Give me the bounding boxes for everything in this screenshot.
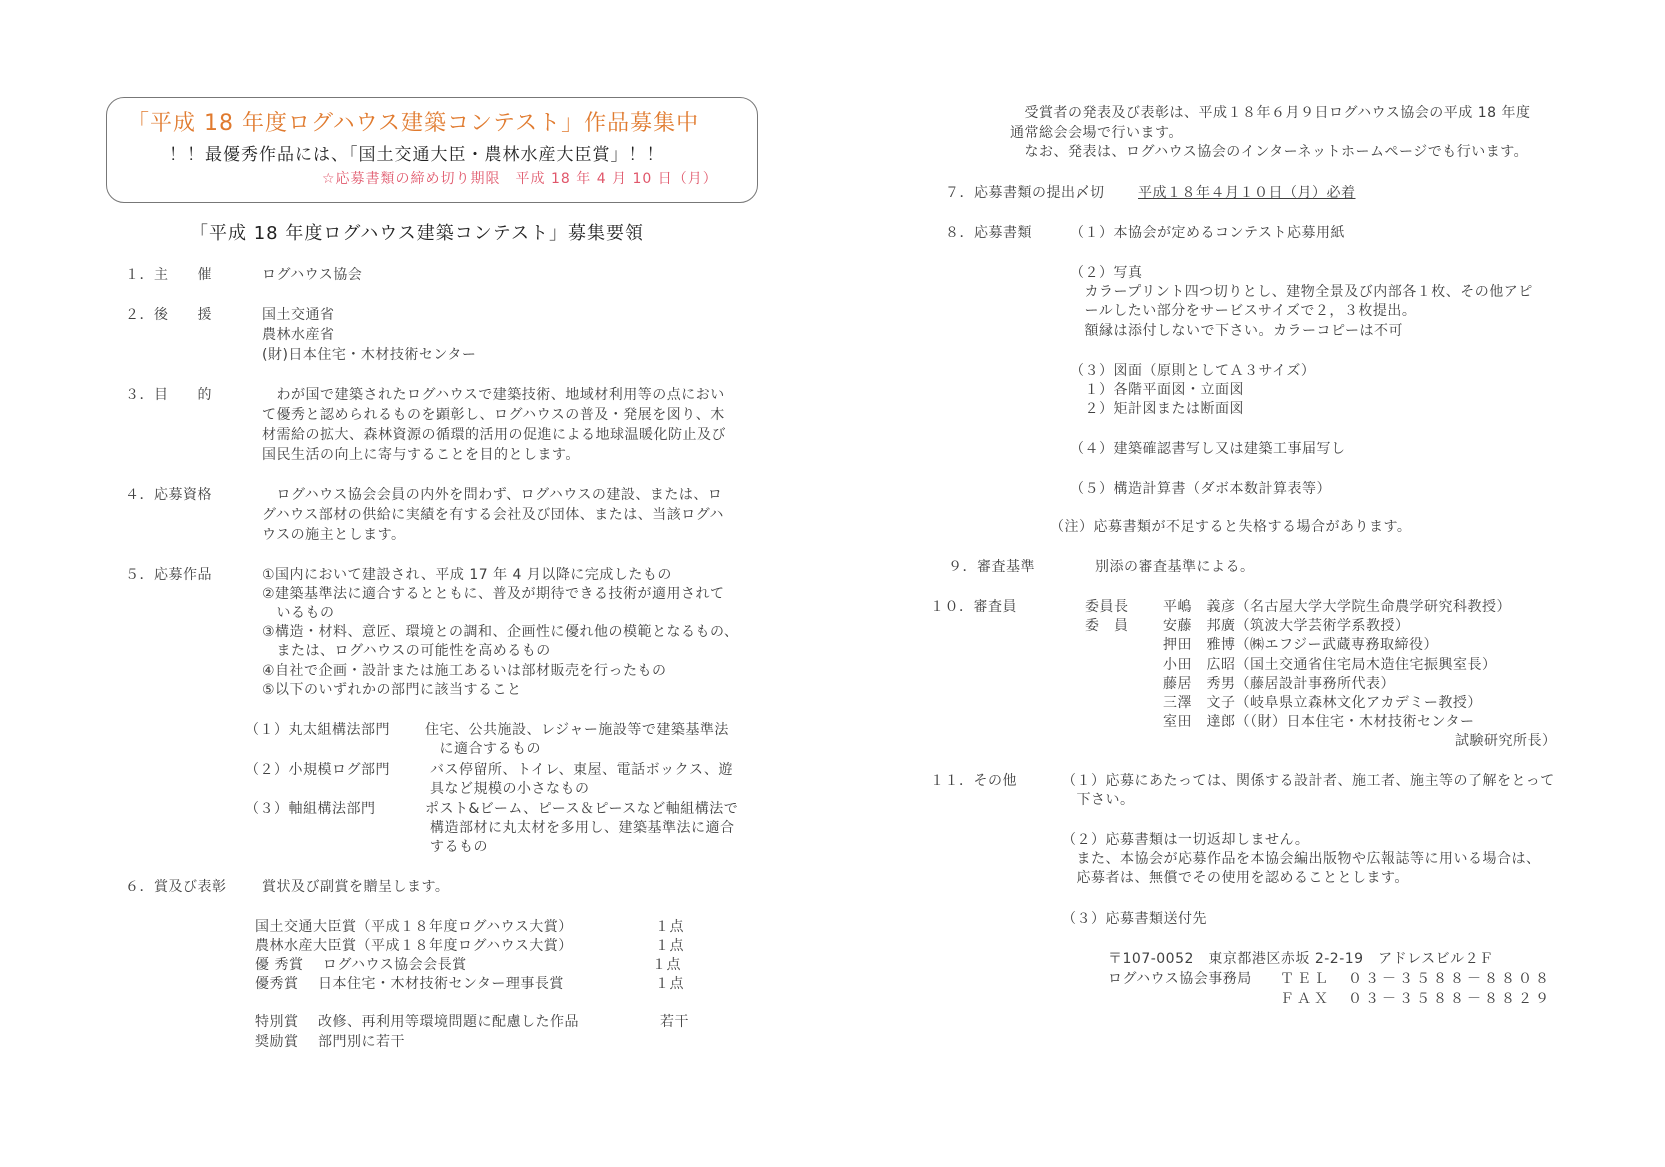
s3-label: ３．目 的	[125, 387, 212, 403]
s3-line: 国民生活の向上に寄与することを目的とします。	[262, 447, 580, 463]
s4-line: ログハウス協会会員の内外を問わず、ログハウスの建設、または、ロ	[262, 487, 723, 503]
doc2-line: （２）写真	[1070, 265, 1143, 281]
s4-label: ４．応募資格	[125, 487, 212, 503]
member-role: 委 員	[1085, 618, 1129, 634]
award-count: １点	[655, 919, 684, 935]
s3-line: て優秀と認められるものを顕彰し、ログハウスの普及・発展を図り、木	[262, 407, 725, 423]
announce-line: 受賞者の発表及び表彰は、平成１８年６月９日ログハウス協会の平成 18 年度	[1010, 105, 1531, 121]
announce-line: 通常総会会場で行います。	[1010, 125, 1183, 141]
chair-role: 委員長	[1085, 599, 1129, 615]
address-tel: ＴＥＬ ０３－３５８８－８８０８	[1280, 971, 1552, 987]
s5-line: いるもの	[262, 605, 335, 621]
s2-line: 農林水産省	[262, 327, 335, 343]
dept-line: に適合するもの	[425, 741, 541, 757]
dept-line: 構造部材に丸太材を多用し、建築基準法に適合	[430, 820, 735, 836]
doc2-line: ールしたい部分をサービスサイズで２，３枚提出。	[1070, 303, 1417, 319]
judge: 押田 雅博（㈱エフジー武蔵専務取締役）	[1163, 637, 1438, 653]
award-name: 農林水産大臣賞（平成１８年度ログハウス大賞）	[255, 938, 573, 954]
dept-line: バス停留所、トイレ、東屋、電話ボックス、遊	[430, 762, 733, 778]
s5-line: ④自社で企画・設計または施工あるいは部材販売を行ったもの	[262, 663, 667, 679]
s5-line: または、ログハウスの可能性を高めるもの	[262, 643, 551, 659]
encourage-award: 奨励賞 部門別に若干	[255, 1034, 405, 1050]
s11-o1: （１）応募にあたっては、関係する設計者、施工者、施主等の了解をとって	[1062, 773, 1555, 789]
special-award: 特別賞 改修、再利用等環境問題に配慮した作品	[255, 1014, 579, 1030]
doc-note: （注）応募書類が不足すると失格する場合があります。	[1050, 519, 1412, 535]
s5-line: ⑤以下のいずれかの部門に該当すること	[262, 682, 522, 698]
s2-label: ２．後 援	[125, 307, 212, 323]
award-count: １点	[655, 976, 684, 992]
dept-line: 住宅、公共施設、レジャー施設等で建築基準法	[425, 722, 729, 738]
dept-line: ポスト&ビーム、ピース＆ピースなど軸組構法で	[425, 801, 739, 817]
s3-line: 材需給の拡大、森林資源の循環的活用の促進による地球温暖化防止及び	[262, 427, 726, 443]
s5-line: ①国内において建設され、平成 17 年 4 月以降に完成したもの	[262, 567, 672, 583]
announcement-banner	[106, 97, 758, 203]
award-name: 優 秀賞 ログハウス協会会長賞	[255, 957, 467, 973]
announce-line: なお、発表は、ログハウス協会のインターネットホームページでも行います。	[1010, 144, 1529, 160]
s9-label: ９．審査基準	[948, 559, 1035, 575]
s9-text: 別添の審査基準による。	[1095, 559, 1255, 575]
s2-line: 国土交通省	[262, 307, 335, 323]
s11-o2: （２）応募書類は一切返却しません。	[1062, 832, 1310, 848]
s5-line: ③構造・材料、意匠、環境との調和、企画性に優れ他の模範となるもの、	[262, 624, 739, 640]
page-title: 「平成 18 年度ログハウス建築コンテスト」募集要領	[190, 223, 645, 244]
award-name: 優秀賞 日本住宅・木材技術センター理事長賞	[255, 976, 564, 992]
address-office: ログハウス協会事務局	[1108, 971, 1252, 987]
s6-label: ６．賞及び表彰	[125, 879, 227, 895]
judge: 室田 達郎（（財）日本住宅・木材技術センター	[1163, 714, 1475, 730]
doc2-line: カラープリント四つ切りとし、建物全景及び内部各１枚、その他アピ	[1070, 284, 1533, 300]
banner-headline: 「平成 18 年度ログハウス建築コンテスト」作品募集中	[127, 111, 700, 136]
s6-text: 賞状及び副賞を贈呈します。	[262, 879, 450, 895]
special-count: 若干	[660, 1014, 689, 1030]
address-fax: ＦＡＸ ０３－３５８８－８８２９	[1280, 991, 1552, 1007]
banner-award: ！！最優秀作品には、「国土交通大臣・農林水産大臣賞」！！	[169, 145, 665, 165]
s10-label: １０．審査員	[930, 599, 1017, 615]
s11-o2: 応募者は、無償でその使用を認めることとします。	[1062, 870, 1409, 886]
s11-o3: （３）応募書類送付先	[1062, 911, 1207, 927]
s1-text: ログハウス協会	[262, 267, 363, 283]
doc2-line: 額縁は添付しないで下さい。カラーコピーは不可	[1070, 323, 1403, 339]
s11-o2: また、本協会が応募作品を本協会編出版物や広報誌等に用いる場合は、	[1062, 851, 1541, 867]
judge-cont: 試験研究所長）	[1455, 733, 1557, 749]
award-count: １点	[655, 938, 684, 954]
award-name: 国土交通大臣賞（平成１８年度ログハウス大賞）	[255, 919, 573, 935]
s4-line: ウスの施主とします。	[262, 527, 406, 543]
s3-line: わが国で建築されたログハウスで建築技術、地域材利用等の点におい	[262, 387, 725, 403]
s11-o1: 下さい。	[1062, 792, 1135, 808]
dept-line: するもの	[430, 839, 488, 855]
judge: 平嶋 義彦（名古屋大学大学院生命農学研究科教授）	[1163, 599, 1511, 615]
s1-label: １．主 催	[125, 267, 212, 283]
s7-label: ７．応募書類の提出〆切	[945, 185, 1105, 201]
judge: 三澤 文子（岐阜県立森林文化アカデミー教授）	[1163, 695, 1482, 711]
s7-deadline: 平成１８年４月１０日（月）必着	[1138, 185, 1356, 201]
dept-line: 具など規模の小さなもの	[430, 781, 590, 797]
dept-name: （１）丸太組構法部門	[245, 722, 390, 738]
judge: 藤居 秀男（藤居設計事務所代表）	[1163, 676, 1395, 692]
doc3-line: １）各階平面図・立面図	[1070, 382, 1244, 398]
s5-line: ②建築基準法に適合するとともに、普及が期待できる技術が適用されて	[262, 586, 725, 602]
judge: 小田 広昭（国土交通省住宅局木造住宅振興室長）	[1163, 657, 1497, 673]
dept-name: （２）小規模ログ部門	[245, 762, 390, 778]
doc4: （４）建築確認書写し又は建築工事届写し	[1070, 441, 1346, 457]
s4-line: グハウス部材の供給に実績を有する会社及び団体、または、当該ログハ	[262, 507, 724, 523]
s8-label: ８．応募書類	[945, 225, 1032, 241]
s5-label: ５．応募作品	[125, 567, 212, 583]
s11-label: １１．その他	[930, 773, 1017, 789]
doc3-line: （３）図面（原則としてＡ３サイズ）	[1070, 363, 1316, 379]
doc3-line: ２）矩計図または断面図	[1070, 401, 1244, 417]
doc5: （５）構造計算書（ダボ本数計算表等）	[1070, 481, 1331, 497]
address-line: 〒107-0052 東京都港区赤坂 2-2-19 アドレスビル２Ｆ	[1108, 951, 1494, 967]
s8-item1: （１）本協会が定めるコンテスト応募用紙	[1070, 225, 1345, 241]
s2-line: (財)日本住宅・木材技術センター	[262, 347, 477, 363]
banner-deadline: ☆応募書類の締め切り期限 平成 18 年 4 月 10 日（月）	[322, 171, 718, 187]
award-count: １点	[652, 957, 681, 973]
dept-name: （３）軸組構法部門	[245, 801, 376, 817]
judge: 安藤 邦廣（筑波大学芸術学系教授）	[1163, 618, 1410, 634]
